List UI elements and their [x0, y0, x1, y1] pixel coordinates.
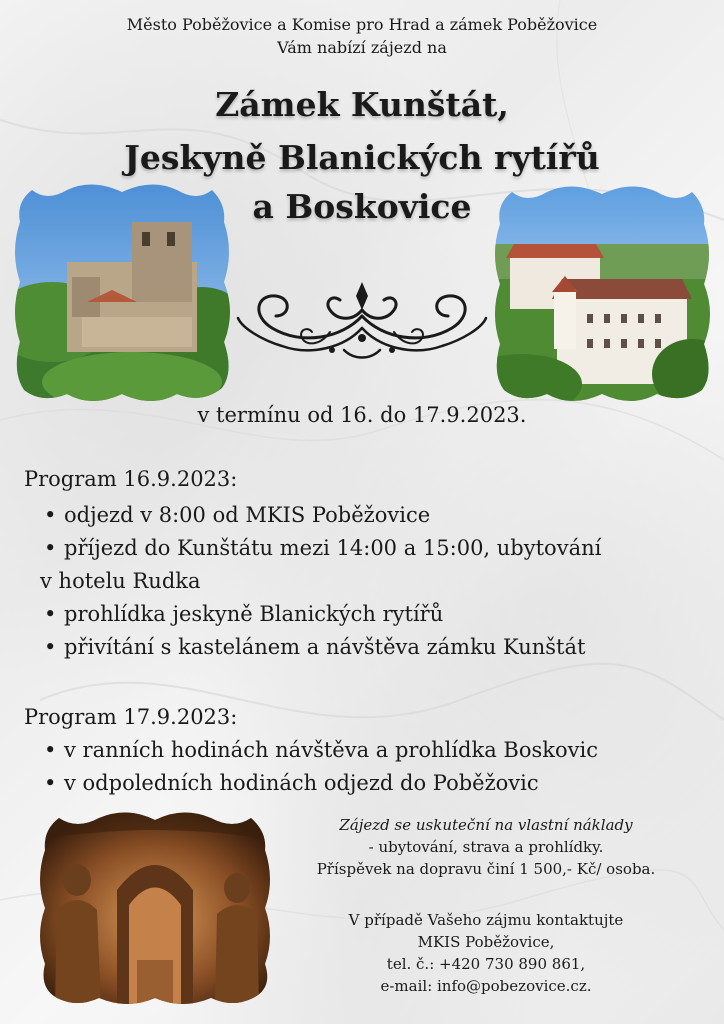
list-item: • v odpoledních hodinách odjezd do Poběžovic — [44, 767, 704, 800]
list-item: • prohlídka jeskyně Blanických rytířů — [44, 598, 704, 631]
title-line-3: a Boskovice — [252, 187, 472, 226]
program-2-heading: Program 17.9.2023: — [24, 705, 238, 729]
list-item: • odjezd v 8:00 od MKIS Poběžovice — [44, 499, 704, 532]
contact-note — [286, 909, 686, 997]
costs-line-3: Příspěvek na dopravu činí 1 500,- Kč/ osoba. — [316, 860, 656, 878]
title-line-2: Jeskyně Blanických rytířů — [124, 138, 600, 177]
cave-knights-photo — [37, 810, 273, 1006]
intro-line-2: Vám nabízí zájezd na — [277, 38, 447, 57]
costs-note — [286, 814, 686, 880]
list-item: • v ranních hodinách návštěva a prohlídka Boskovic — [44, 734, 704, 767]
contact-phone: tel. č.: +420 730 890 861, — [386, 955, 586, 973]
list-item-continuation: v hotelu Rudka — [40, 569, 201, 593]
program-1-heading: Program 16.9.2023: — [24, 467, 238, 491]
list-item: • přivítání s kastelánem a návštěva zámku Kunštát — [44, 631, 704, 664]
costs-line-1: Zájezd se uskuteční na vlastní náklady — [339, 816, 633, 834]
intro-line-1: Město Poběžovice a Komise pro Hrad a zámek Poběžovice — [126, 15, 598, 34]
contact-line-2: MKIS Poběžovice, — [417, 933, 555, 951]
title-line-1: Zámek Kunštát, — [215, 85, 509, 124]
term-date: v termínu od 16. do 17.9.2023. — [197, 403, 527, 427]
contact-line-1: V případě Vašeho zájmu kontaktujte — [348, 911, 624, 929]
flourish-ornament — [232, 276, 492, 362]
chateau-photo — [492, 184, 712, 404]
program-1-list — [40, 499, 704, 664]
contact-email: e-mail: info@pobezovice.cz. — [380, 977, 592, 995]
costs-line-2: - ubytování, strava a prohlídky. — [368, 838, 604, 856]
castle-ruin-photo — [12, 182, 232, 404]
list-item: • příjezd do Kunštátu mezi 14:00 a 15:00, ubytování — [44, 532, 704, 565]
program-2-list — [44, 734, 704, 800]
